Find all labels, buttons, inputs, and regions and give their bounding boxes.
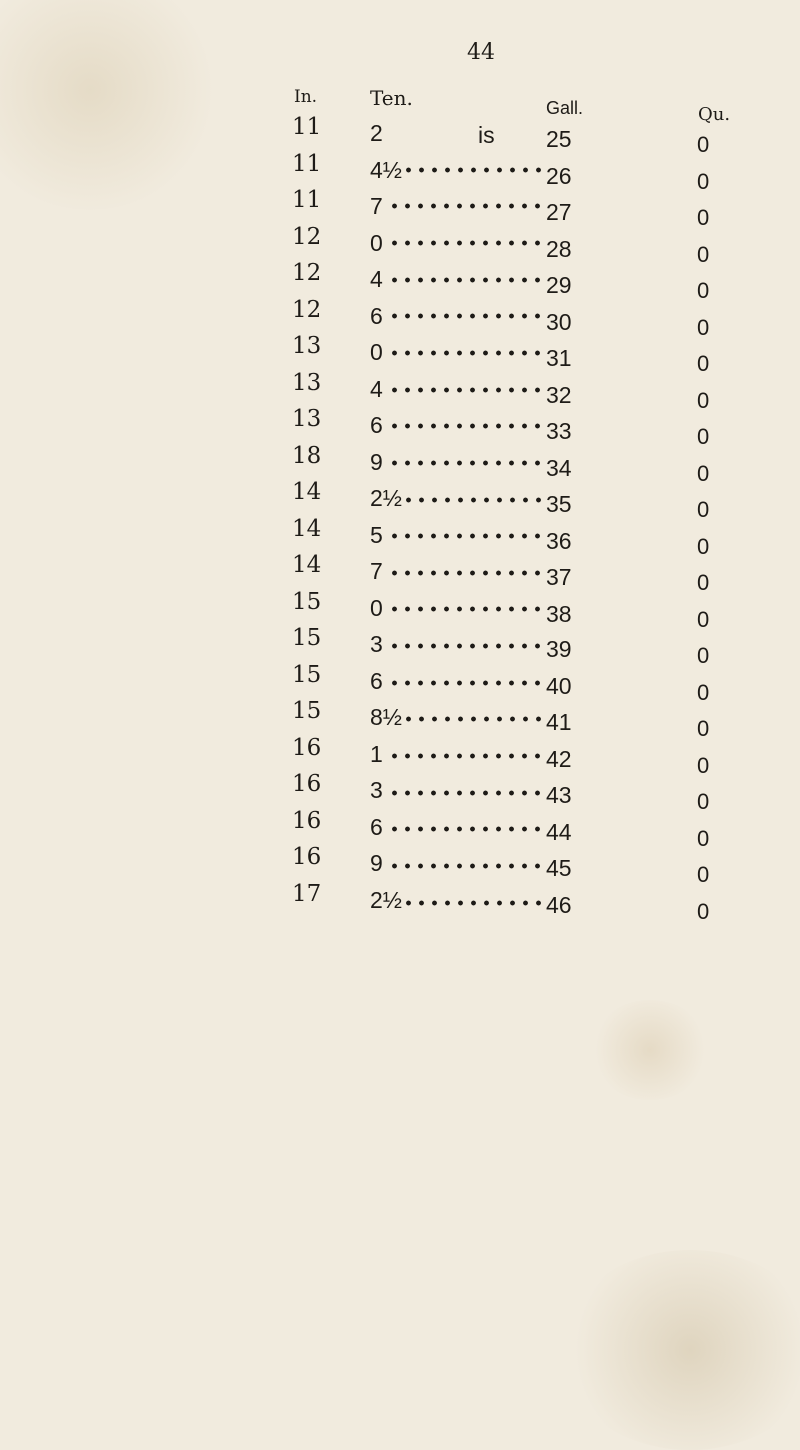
- dot-leader: [388, 311, 542, 321]
- quarts-value: 0: [697, 314, 710, 340]
- quarts-value: 0: [697, 387, 710, 413]
- dot-leader: [388, 751, 542, 761]
- tenths-value: 0: [370, 339, 383, 365]
- gallons-value: 36: [546, 527, 572, 554]
- inches-value: 14: [292, 552, 322, 578]
- tenths-value: 2½: [370, 886, 402, 913]
- table-row: [0, 260, 800, 303]
- gallons-value: 41: [546, 709, 572, 735]
- table-row: [0, 844, 800, 887]
- table-row: [0, 552, 800, 595]
- tenths-value: 4: [370, 266, 383, 292]
- table-row: [0, 880, 800, 924]
- dot-leader: [388, 678, 542, 688]
- gallons-value: 30: [546, 308, 572, 335]
- quarts-value: 0: [697, 898, 710, 924]
- tenths-value: 6: [370, 302, 383, 329]
- dot-leader: [402, 495, 542, 505]
- inches-value: 11: [292, 187, 322, 213]
- gallons-value: 46: [546, 891, 572, 918]
- tenths-value: 2½: [370, 485, 402, 511]
- gallons-value: 31: [546, 345, 572, 371]
- tenths-value: 6: [370, 412, 383, 438]
- dot-leader: [388, 421, 542, 431]
- quarts-value: 0: [697, 679, 710, 705]
- tenths-value: 8½: [370, 704, 402, 730]
- gallons-value: 33: [546, 418, 572, 444]
- dot-leader: [388, 568, 542, 578]
- dot-leader: [388, 458, 542, 468]
- dot-leader: [388, 531, 542, 541]
- quarts-value: 0: [697, 460, 710, 486]
- inches-value: 11: [292, 150, 322, 177]
- inches-value: 14: [292, 515, 322, 542]
- table-row: [0, 734, 800, 778]
- table-row: [0, 771, 800, 814]
- dot-leader: [388, 385, 542, 395]
- tenths-value: 3: [370, 631, 383, 657]
- dot-leader: [388, 788, 542, 798]
- quarts-value: 0: [697, 825, 710, 851]
- quarts-value: 0: [697, 570, 710, 595]
- table-row: [0, 369, 800, 413]
- inches-value: 16: [292, 807, 322, 834]
- paper-stain: [560, 1250, 800, 1450]
- gallons-value: 45: [546, 855, 572, 881]
- gallons-value: 32: [546, 381, 572, 408]
- gallons-value: 39: [546, 636, 572, 662]
- gallons-value: 25: [546, 126, 572, 152]
- table-row: [0, 406, 800, 449]
- dot-leader: [388, 275, 542, 285]
- column-header-inches: In.: [294, 87, 318, 107]
- tenths-value: 3: [370, 777, 383, 803]
- gallons-value: 27: [546, 199, 572, 225]
- quarts-value: 0: [697, 132, 710, 157]
- quarts-value: 0: [697, 862, 710, 887]
- quarts-value: 0: [697, 643, 710, 668]
- inches-value: 15: [292, 661, 322, 688]
- dot-leader: [402, 165, 542, 175]
- table-row: [0, 333, 800, 376]
- inches-value: 13: [292, 369, 322, 396]
- tenths-value: 6: [370, 813, 383, 840]
- quarts-value: 0: [697, 716, 710, 741]
- table-row: [0, 150, 800, 194]
- inches-value: 13: [292, 406, 322, 432]
- quarts-value: 0: [697, 351, 710, 376]
- gallons-value: 40: [546, 672, 572, 699]
- table-row: [0, 223, 800, 267]
- gallons-value: 29: [546, 272, 572, 298]
- tenths-value: 7: [370, 193, 383, 219]
- gallons-value: 28: [546, 235, 572, 262]
- paper-stain: [590, 1000, 710, 1100]
- tenths-value: 0: [370, 594, 383, 621]
- quarts-value: 0: [697, 497, 710, 522]
- tenths-value: 5: [370, 521, 383, 548]
- column-header-tenths: Ten.: [370, 86, 413, 110]
- inches-value: 16: [292, 844, 322, 870]
- column-header-gallons: Gall.: [546, 98, 584, 118]
- tenths-value: 9: [370, 448, 383, 475]
- gallons-value: 26: [546, 162, 572, 189]
- gallons-value: 42: [546, 745, 572, 772]
- gallons-value: 35: [546, 491, 572, 517]
- inches-value: 15: [292, 625, 322, 651]
- gallons-value: 37: [546, 564, 572, 590]
- dot-leader: [388, 201, 542, 211]
- quarts-value: 0: [697, 241, 710, 267]
- dot-leader: [388, 604, 542, 614]
- dot-leader: [388, 641, 542, 651]
- gallons-value: 44: [546, 818, 572, 845]
- gallons-value: 38: [546, 600, 572, 627]
- inches-value: 15: [292, 588, 322, 615]
- gallons-value: 34: [546, 454, 572, 481]
- inches-value: 18: [292, 442, 322, 469]
- inches-value: 14: [292, 479, 322, 505]
- tenths-value: 1: [370, 740, 383, 767]
- inches-value: 12: [292, 223, 322, 250]
- inches-value: 12: [292, 260, 322, 286]
- table-row: [0, 661, 800, 705]
- page-number: 44: [467, 40, 495, 65]
- table-row: [0, 479, 800, 522]
- quarts-value: 0: [697, 752, 710, 778]
- inches-value: 12: [292, 296, 322, 323]
- gallons-value: 43: [546, 782, 572, 808]
- tenths-value: 6: [370, 667, 383, 694]
- table-row: [0, 296, 800, 340]
- quarts-value: 0: [697, 424, 710, 449]
- table-row: [0, 442, 800, 486]
- inches-value: 16: [292, 771, 322, 797]
- tenths-value: 2: [370, 120, 383, 146]
- inches-value: 11: [292, 114, 322, 140]
- table-row: [0, 698, 800, 741]
- column-header-quarts: Qu.: [698, 104, 731, 125]
- dot-leader: [388, 238, 542, 248]
- tenths-value: 7: [370, 558, 383, 584]
- inches-value: 16: [292, 734, 322, 761]
- table-row: [0, 187, 800, 230]
- table-row: [0, 588, 800, 632]
- dot-leader: [388, 824, 542, 834]
- quarts-value: 0: [697, 168, 710, 194]
- table-row: [0, 114, 800, 157]
- tenths-value: 0: [370, 229, 383, 256]
- table-row: [0, 625, 800, 668]
- quarts-value: 0: [697, 278, 710, 303]
- tenths-value: 9: [370, 850, 383, 876]
- dot-leader: [402, 714, 542, 724]
- dot-leader: [388, 348, 542, 358]
- tenths-value: 4½: [370, 156, 402, 183]
- table-row: [0, 515, 800, 559]
- quarts-value: 0: [697, 789, 710, 814]
- dot-leader: [388, 861, 542, 871]
- quarts-value: 0: [697, 606, 710, 632]
- connector-word: is: [478, 122, 495, 148]
- table-row: [0, 807, 800, 851]
- quarts-value: 0: [697, 205, 710, 230]
- inches-value: 17: [292, 880, 322, 907]
- inches-value: 15: [292, 698, 322, 724]
- tenths-value: 4: [370, 375, 383, 402]
- dot-leader: [402, 898, 542, 908]
- quarts-value: 0: [697, 533, 710, 559]
- inches-value: 13: [292, 333, 322, 359]
